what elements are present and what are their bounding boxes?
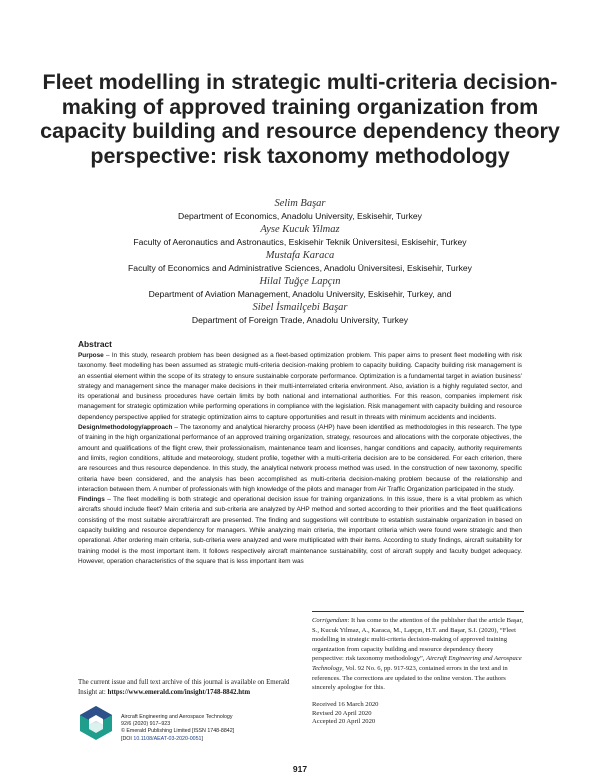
author-affiliation: Department of Foreign Trade, Anadolu University, Turkey xyxy=(191,315,409,325)
author-affiliation: Faculty of Aeronautics and Astronautics, Eskisehir Teknik Üniversitesi, Eskisehir, Turkey xyxy=(133,237,467,247)
corrigendum-label: Corrigendum xyxy=(312,617,348,624)
journal-note-text: The current issue and full text archive of this journal is available on Emerald Insight at: xyxy=(78,679,290,696)
corrigendum-journal: Aircraft Engineering and Aerospace Technology xyxy=(312,655,522,672)
design-text: – The taxonomy and analytical hierarchy process (AHP) have been identified as methodologies in this research. The type of training in the high organizational performance of an approved training organization, strategy, resources and allocations with the corporate objectives, the amount and qualifications of the flight crew, their professionalism, maintenance team and licenses, hangar conditions and capacity, authority requirements and limits, region conditions, altitude and meteorology, student profile, together with a multi-criteria decision are to be considered. For each criterion, there are resources and thus resource dependence. In this study, the analytical network process method was used. In the construction of new taxonomy, specific criteria have been considered, and the analysis has been accomplished as multi-criteria decision-making problem because of the relationship and interaction between them. A number of professionals with high knowledge of the pilots and manager from Air Traffic Organization participated in the study. xyxy=(78,424,522,493)
sidebar-column xyxy=(312,611,524,727)
author-list xyxy=(40,197,560,327)
abstract-section xyxy=(78,339,522,567)
findings-label: Findings xyxy=(78,496,105,504)
corrigendum-text-2: , Vol. 92 No. 6, pp. 917-923, contained errors in the text and in references. The corrections are updated to the online version. The authors sincerely apologise for this. xyxy=(312,664,508,692)
abstract-design xyxy=(78,423,522,495)
abstract-purpose xyxy=(78,351,522,423)
doi-prefix: [DOI xyxy=(121,735,134,742)
author-affiliation: Faculty of Economics and Administrative Sciences, Anadolu Üniversitesi, Eskisehir, Turkey xyxy=(128,263,472,273)
author-block xyxy=(40,275,560,301)
emerald-publishing-logo-icon xyxy=(78,705,114,741)
article-title: Fleet modelling in strategic multi-criteria decision-making of approved training organization from capacity building and resource dependency theory perspective: risk taxonomy methodology xyxy=(40,70,560,168)
purpose-label: Purpose xyxy=(78,352,104,359)
author-block xyxy=(40,249,560,275)
publisher-issn: © Emerald Publishing Limited [ISSN 1748-8842] xyxy=(121,728,235,735)
author-affiliation: Department of Aviation Management, Anadolu University, Eskisehir, Turkey, and xyxy=(148,289,452,299)
article-dates xyxy=(312,701,524,727)
purpose-text: – In this study, research problem has been designed as a fleet-based optimization problem. This paper aims to present fleet modelling with risk taxonomy. fleet modelling has been assumed as strategic multi-criteria decision-making problem to capacity building. Capacity building risk management is an essential element within the scope of its strategy to ensure sustainable corporate performance. Optimization is a fundamental target in aviation business' strategy and management since the manager make decisions in their multi-interrelated criteria environment. Also, aviation is a highly regulated sector, and its operational and business procedures have certain limits by both national and international authorities. For this reason, companies implement risk management for strategic optimization while performing operations in compliance with the legislation. Risk management with capacity building and resource dependency perspective applied for strategic optimization aims to capture opportunities and result in threats with minimum accidents and incidents. xyxy=(78,352,522,421)
author-block xyxy=(40,197,560,223)
author-affiliation: Department of Economics, Anadolu University, Eskisehir, Turkey xyxy=(178,211,422,221)
author-name: Selim Başar xyxy=(274,198,326,209)
findings-text: – The fleet modelling is both strategic and operational decision issue for training organizations. In this issue, there is a vital problem as which aircrafts should include fleet? Main criteria and sub-criteria are analyzed by AHP method and sorted according to their priorities and the fleet qualifications consisting of the most suitable aircraft/aircraft are presented. The finding and suggestions will contribute to establish sustainable organization in based on capacity building and resource dependency for managers. While analyzing main criteria, the important criteria which were found were strategic and then operational. After ordering main criteria, sub-criteria were analyzed and were multiplicated with their items. According to study findings, aircraft suitability for training model is the most important item. It follows respectively aircraft maintenance sustainability, cost of aircraft supply and faculty budget adequacy. However, operation characteristics of the square that is less important item was xyxy=(78,496,522,565)
journal-volume: 92/6 (2020) 917–923 xyxy=(121,721,171,728)
received-date: Received 16 March 2020 xyxy=(312,700,379,708)
divider xyxy=(312,611,524,612)
design-label: Design/methodology/approach xyxy=(78,424,173,432)
author-name: Sibel İsmailçebi Başar xyxy=(252,302,348,313)
corrigendum-note xyxy=(312,616,524,693)
abstract-findings xyxy=(78,495,522,567)
page-number: 917 xyxy=(292,764,308,774)
corrigendum-text-1: : It has come to the attention of the publisher that the article Başar, S., Kucuk Yilmaz, A., Karaca, M., Lapçın, H.T. and Başar, S.I. (2020), “Fleet modelling in strategic multi-criteria decision-making of approved training organization from capacity building and resource dependency theory perspective: risk taxonomy methodology”, xyxy=(312,617,524,663)
accepted-date: Accepted 20 April 2020 xyxy=(312,718,376,726)
author-block xyxy=(40,223,560,249)
abstract-heading: Abstract xyxy=(78,339,112,349)
journal-archive-note xyxy=(78,678,293,697)
doi-suffix: ] xyxy=(201,735,203,742)
author-name: Hilal Tuğçe Lapçın xyxy=(259,276,341,287)
revised-date: Revised 20 April 2020 xyxy=(312,709,372,717)
doi-link[interactable]: 10.1108/AEAT-03-2020-0051 xyxy=(133,735,202,742)
author-name: Mustafa Karaca xyxy=(265,250,335,261)
doi-line xyxy=(121,736,301,743)
journal-archive-link[interactable]: https://www.emerald.com/insight/1748-8842.htm xyxy=(107,688,251,696)
journal-name: Aircraft Engineering and Aerospace Technology xyxy=(121,714,233,720)
author-name: Ayse Kucuk Yilmaz xyxy=(260,224,340,235)
publication-info xyxy=(121,714,301,743)
author-block xyxy=(40,301,560,327)
